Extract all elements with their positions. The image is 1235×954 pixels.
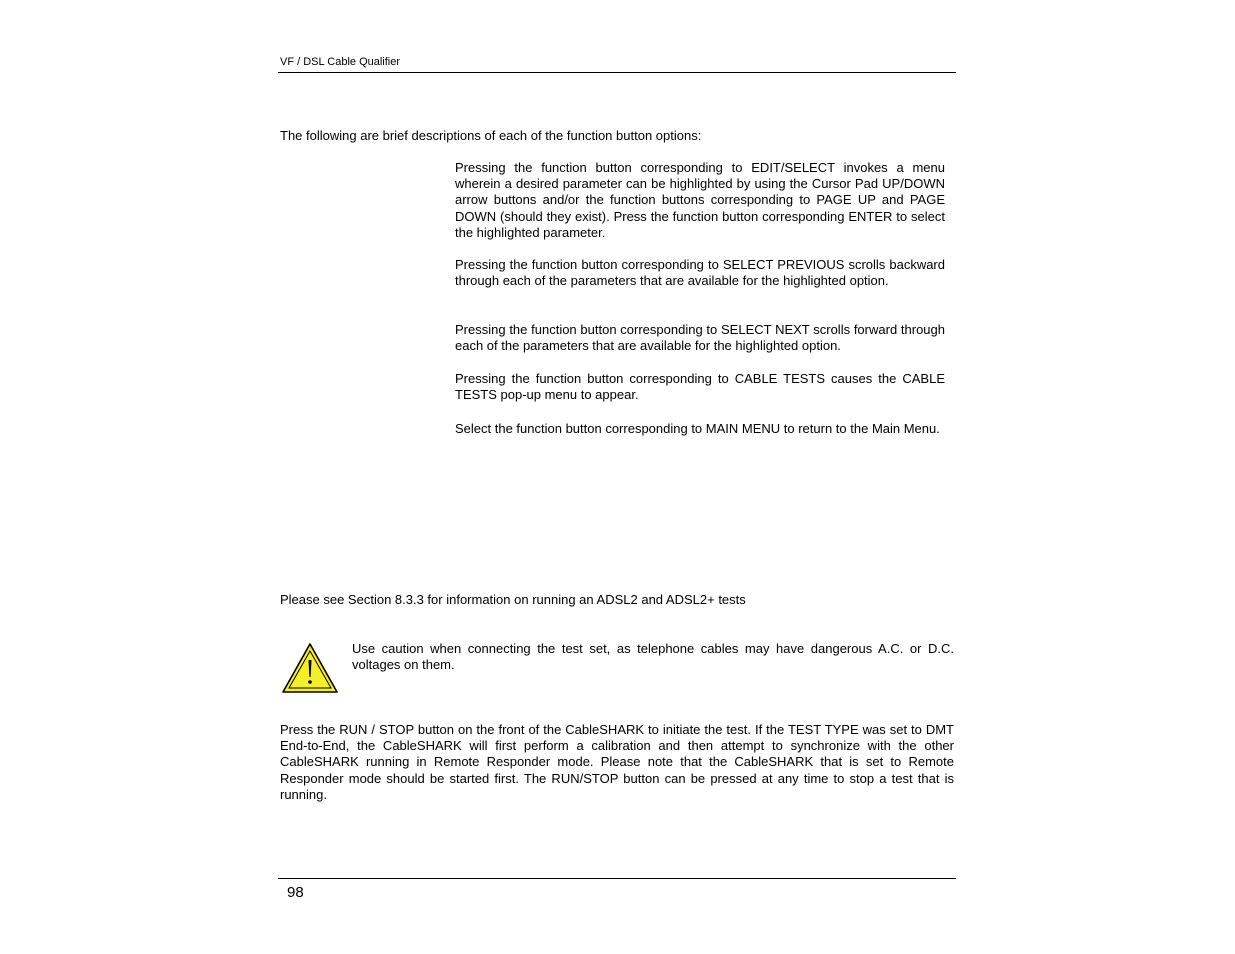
warning-text: Use caution when connecting the test set, as telephone cables may have dangerous A.C. or D.C. voltages on them.: [352, 641, 954, 673]
run-instructions: Press the RUN / STOP button on the front of the CableSHARK to initiate the test. If the TEST TYPE was set to DMT End-to-End, the CableSHARK will first perform a calibration and then attempt to synchronize with the other CableSHARK running in Remote Responder mode. Please note that the CableSHARK that is set to Remote Responder mode should be started first. The RUN/STOP button can be pressed at any time to stop a test that is running.: [280, 722, 954, 802]
section-reference: Please see Section 8.3.3 for information on running an ADSL2 and ADSL2+ tests: [280, 592, 746, 607]
warning-triangle-icon: [281, 642, 339, 694]
page-number: 98: [287, 884, 304, 901]
intro-paragraph: The following are brief descriptions of each of the function button options:: [280, 128, 702, 143]
edit-select-description: Pressing the function button corresponding to EDIT/SELECT invokes a menu wherein a desired parameter can be highlighted by using the Cursor Pad UP/DOWN arrow buttons and/or the function buttons corresponding to PAGE UP and PAGE DOWN (should they exist). Press the function button corresponding ENTER to select the highlighted parameter.: [455, 160, 945, 240]
select-previous-description: Pressing the function button corresponding to SELECT PREVIOUS scrolls backward through each of the parameters that are available for the highlighted option.: [455, 257, 945, 289]
footer-rule: [278, 878, 956, 879]
header-rule: [278, 72, 956, 73]
running-header-title: VF / DSL Cable Qualifier: [280, 56, 401, 68]
select-next-description: Pressing the function button corresponding to SELECT NEXT scrolls forward through each of the parameters that are available for the highlighted option.: [455, 322, 945, 354]
main-menu-description: Select the function button corresponding to MAIN MENU to return to the Main Menu.: [455, 421, 940, 436]
cable-tests-description: Pressing the function button corresponding to CABLE TESTS causes the CABLE TESTS pop-up menu to appear.: [455, 371, 945, 403]
